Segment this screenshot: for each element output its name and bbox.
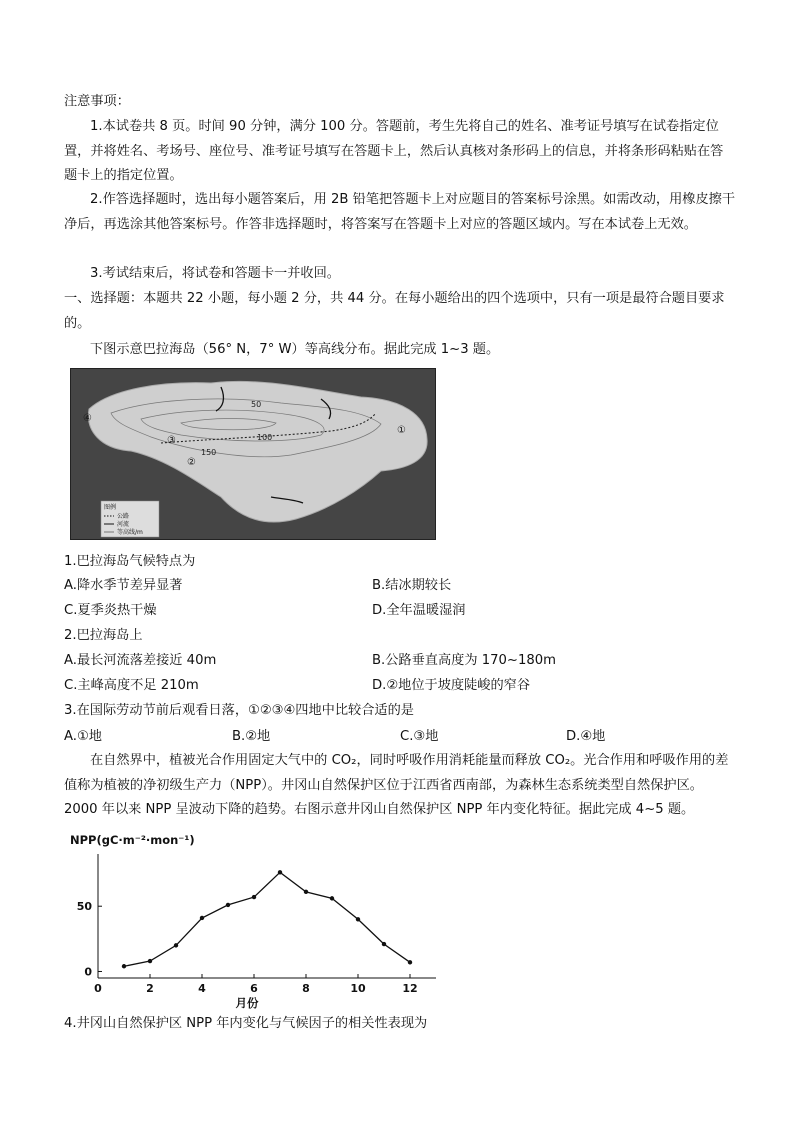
legend-river: 河流 [117, 521, 130, 528]
y-tick-label: 50 [76, 900, 92, 914]
npp-point [252, 895, 256, 899]
npp-point [278, 870, 282, 874]
contour-label-100: 100 [257, 433, 273, 442]
notice-title: 注意事项： [64, 94, 130, 109]
legend-contour: 等高线/m [117, 529, 143, 536]
q2-option-a: A.最长河流落差接近 40m [64, 653, 217, 668]
x-tick-label: 4 [198, 982, 206, 995]
x-tick-label: 10 [350, 982, 366, 995]
q2-stem: 2.巴拉海岛上 [64, 628, 143, 643]
q3-stem: 3.在国际劳动节前后观看日落，①②③④四地中比较合适的是 [64, 703, 414, 718]
legend-title: 图例 [104, 504, 117, 511]
npp-point [304, 890, 308, 894]
npp-chart [70, 832, 450, 1012]
npp-point [148, 959, 152, 963]
q1-option-b: B.结冰期较长 [372, 578, 452, 593]
section-header: 一、选择题：本题共 22 小题，每小题 2 分，共 44 分。在每小题给出的四个选项中，只有一项是最符合题目要求的。 [64, 291, 725, 331]
island-map-svg [71, 369, 435, 539]
q3-option-a: A.①地 [64, 729, 102, 744]
island-contour-map [70, 368, 436, 540]
npp-point [356, 917, 360, 921]
x-axis-label: 月份 [235, 996, 259, 1010]
contour-label-150: 150 [201, 448, 217, 457]
q2-option-c: C.主峰高度不足 210m [64, 678, 199, 693]
notice-item-3: 3.考试结束后，将试卷和答题卡一并收回。 [90, 266, 340, 281]
q4-stem: 4.井冈山自然保护区 NPP 年内变化与气候因子的相关性表现为 [64, 1016, 428, 1031]
npp-point [122, 964, 126, 968]
q1-stem: 1.巴拉海岛气候特点为 [64, 554, 196, 569]
intro-q4-5: 在自然界中，植被光合作用固定大气中的 CO₂，同时呼吸作用消耗能量而释放 CO₂。光合作用和呼吸作用的差值称为植被的净初级生产力（NPP）。井冈山自然保护区位于江西省西南部，为森林生态系统类型自然保护区。2000 年以来 NPP 呈波动下降的趋势。右图示意井冈山自然保护区 NPP 年内变化特征。据此完成 4~5 题。 [64, 753, 729, 817]
q2-option-d: D.②地位于坡度陡峻的窄谷 [372, 678, 531, 693]
site-4: ④ [83, 413, 92, 424]
q1-option-d: D.全年温暖湿润 [372, 603, 466, 618]
q1-option-a: A.降水季节差异显著 [64, 578, 183, 593]
x-tick-label: 6 [250, 982, 258, 995]
x-tick-label: 12 [402, 982, 418, 995]
intro-q1-3: 下图示意巴拉海岛（56° N，7° W）等高线分布。据此完成 1~3 题。 [90, 342, 500, 357]
npp-point [408, 960, 412, 964]
site-2: ② [187, 457, 196, 468]
npp-series-line [124, 872, 410, 966]
y-axis-label: NPP(gC·m⁻²·mon⁻¹) [70, 833, 195, 847]
x-tick-label: 0 [94, 982, 102, 995]
npp-chart-svg [70, 832, 450, 1012]
x-tick-label: 8 [302, 982, 310, 995]
site-1: ① [397, 425, 406, 436]
y-tick-label: 0 [84, 965, 92, 979]
notice-item-2: 2.作答选择题时，选出每小题答案后，用 2B 铅笔把答题卡上对应题目的答案标号涂黑。如需改动，用橡皮擦干净后，再选涂其他答案标号。作答非选择题时，将答案写在答题卡上对应的答题区域内。写在本试卷上无效。 [64, 192, 736, 232]
npp-point [226, 903, 230, 907]
npp-point [382, 942, 386, 946]
q3-option-d: D.④地 [566, 729, 606, 744]
site-3: ③ [167, 435, 176, 446]
q2-option-b: B.公路垂直高度为 170~180m [372, 653, 556, 668]
x-tick-label: 2 [146, 982, 154, 995]
contour-label-50: 50 [251, 400, 262, 409]
npp-point [174, 943, 178, 947]
q3-option-c: C.③地 [400, 729, 439, 744]
q1-option-c: C.夏季炎热干燥 [64, 603, 157, 618]
npp-point [330, 896, 334, 900]
legend-road: 公路 [117, 513, 130, 520]
map-legend [101, 501, 159, 537]
npp-point [200, 916, 204, 920]
q3-option-b: B.②地 [232, 729, 271, 744]
notice-item-1: 1.本试卷共 8 页。时间 90 分钟，满分 100 分。答题前，考生先将自己的姓名、准考证号填写在试卷指定位置，并将姓名、考场号、座位号、准考证号填写在答题卡上，然后认真核对条形码上的信息，并将条形码粘贴在答题卡上的指定位置。 [64, 119, 724, 183]
